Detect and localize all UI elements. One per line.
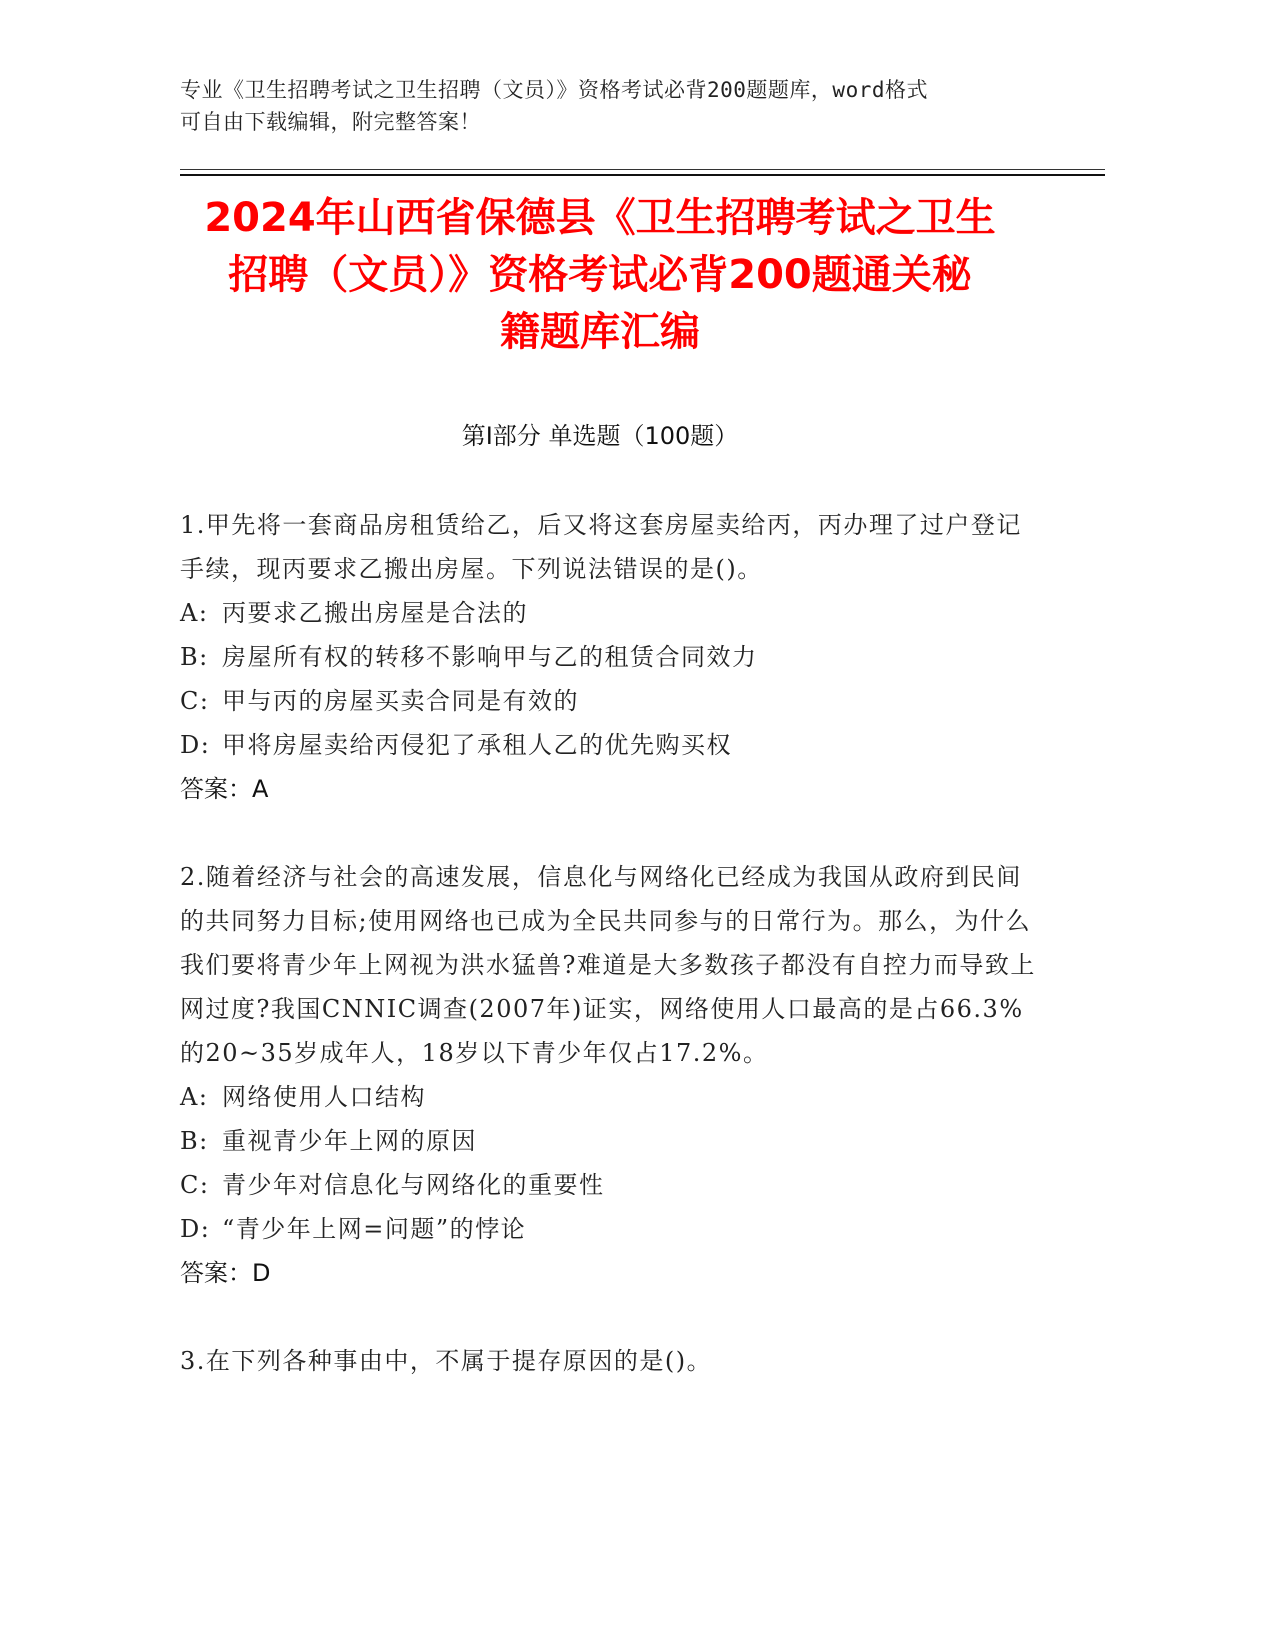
option-key: A: (180, 1083, 209, 1111)
header-note-line-1: 专业《卫生招聘考试之卫生招聘（文员）》资格考试必背200题题库，word格式 (180, 78, 928, 102)
question-stem: 2.随着经济与社会的高速发展，信息化与网络化已经成为我国从政府到民间的共同努力目标;使用网络也已成为全民共同参与的日常行为。那么，为什么我们要将青少年上网视为洪水猛兽?难道是大多数孩子都没有自控力而导致上网过度?我国CNNIC调查(2007年)证实，网络使用人口最高的是占66.3%的20~35岁成年人，18岁以下青少年仅占17.2%。 (180, 863, 1036, 1067)
option-a (180, 591, 1040, 635)
option-a (180, 1075, 1040, 1119)
option-key: B: (180, 1127, 209, 1155)
option-d (180, 1207, 1040, 1251)
header-note-line-2: 可自由下载编辑，附完整答案！ (180, 110, 481, 134)
header-divider-thick (180, 174, 1105, 176)
option-key: C: (180, 1171, 210, 1199)
option-text: 青少年对信息化与网络化的重要性 (222, 1171, 605, 1199)
question-2 (180, 855, 1040, 1295)
question-3 (180, 1339, 1040, 1383)
option-text: 甲将房屋卖给丙侵犯了承租人乙的优先购买权 (222, 731, 732, 759)
option-key: D: (180, 1215, 211, 1243)
document-title-line-1: 2024年山西省保德县《卫生招聘考试之卫生 (204, 195, 996, 241)
option-text: 网络使用人口结构 (222, 1083, 426, 1111)
document-title-line-2: 招聘（文员）》资格考试必背200题通关秘 (228, 252, 972, 298)
option-text: 重视青少年上网的原因 (222, 1127, 477, 1155)
option-d (180, 723, 1040, 767)
question-stem: 3.在下列各种事由中，不属于提存原因的是()。 (180, 1347, 713, 1375)
question-list (180, 503, 1040, 1427)
option-c (180, 1163, 1040, 1207)
header-note (180, 74, 1040, 138)
option-b (180, 1119, 1040, 1163)
option-text: “青少年上网=问题”的悖论 (222, 1215, 527, 1243)
option-text: 房屋所有权的转移不影响甲与乙的租赁合同效力 (222, 643, 758, 671)
option-text: 丙要求乙搬出房屋是合法的 (222, 599, 528, 627)
answer-line: 答案：A (180, 775, 269, 803)
header-divider-thin (180, 169, 1105, 170)
document-title-line-3: 籍题库汇编 (500, 309, 700, 355)
section-heading: 第Ⅰ部分 单选题（100题） (461, 422, 739, 450)
answer-line: 答案：D (180, 1259, 271, 1287)
option-key: B: (180, 643, 209, 671)
question-stem: 1.甲先将一套商品房租赁给乙，后又将这套房屋卖给丙，丙办理了过户登记手续，现丙要求乙搬出房屋。下列说法错误的是()。 (180, 511, 1022, 583)
option-key: C: (180, 687, 210, 715)
option-key: D: (180, 731, 211, 759)
option-key: A: (180, 599, 209, 627)
document-title (180, 190, 1020, 361)
option-text: 甲与丙的房屋买卖合同是有效的 (222, 687, 579, 715)
option-b (180, 635, 1040, 679)
question-1 (180, 503, 1040, 811)
option-c (180, 679, 1040, 723)
